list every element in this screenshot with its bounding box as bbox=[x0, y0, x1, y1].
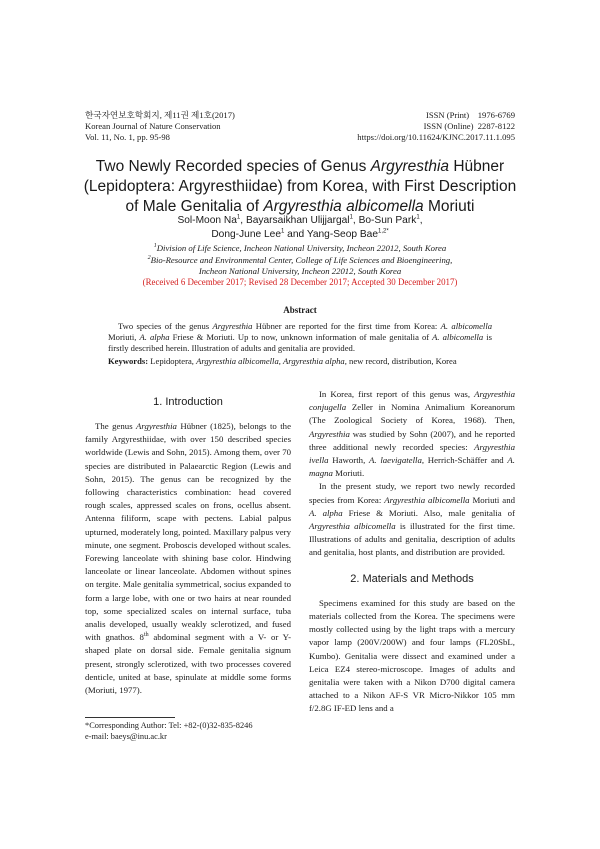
doi-link[interactable]: https://doi.org/10.11624/KJNC.2017.11.1.095 bbox=[357, 132, 515, 142]
affil-mark: 1 bbox=[153, 243, 157, 250]
author-affil-mark: 1 bbox=[349, 214, 353, 221]
title-line-2: (Lepidoptera: Argyresthiidae) from Korea, with First Description bbox=[83, 178, 517, 195]
methods-paragraph: Specimens examined for this study are based on the materials collected from the Korea. The specimens were mostly collected using by the light traps with a mercury vapor lamp (200V/200W) and four lamps (FL20SbL, Kumbo). Genitalia were dissect and examined under a Leica EZ4 stereo-microscope. Images of adults and genitalia were taken with a Nikon D700 digital camera attached to a Nikon AF-S VR Micro-Nikkor 105 mm f/2.8G IF-ED lens and a bbox=[309, 597, 515, 714]
affiliation-2-line-2: Incheon National University, Incheon 22012, South Korea bbox=[198, 266, 402, 276]
title-text: Moriuti bbox=[423, 198, 475, 215]
affiliations bbox=[60, 243, 540, 278]
title-genus: Argyresthia bbox=[370, 158, 450, 175]
corresponding-author-footnote bbox=[85, 720, 291, 742]
issn-print: ISSN (Print) 1976-6769 bbox=[425, 110, 515, 120]
intro-paragraph: The genus Argyresthia Hübner (1825), belongs to the family Argyresthiidae, with over 150 described species worldwide (Lewis and Sohn, 2015). Among them, over 70 species are distributed in Palaearctic Region (Lewis and Sohn, 2015). The genus can be recognized by the following characteristics combination: head covered rough scales, appressed scales on frons, ocellus absent. Antenna filiform, scape with pectens. Labial palpus upturned, moderately long, pointed. Maxillary palpus very minute, one segment. Proboscis developed without scales. Forewing lanceolate with shining base color. Hindwing lanceolate or linear lanceolate. Abdomen without spines on tergite. Male genitalia symmetrical, socius expanded to form a large lobe, with one or two hairs at near rounded top, some specialized scales on internal surface, tuba analis developed, usually weakly sclerotized, and fused with gnathos. 8th abdominal segment with a V- or Y-shaped plate on dorsal side. Female genitalia signum present, strongly sclerotized, with two processes covered denticle, united at base, spinulate at middle some forms (Moriuti, 1977). bbox=[85, 421, 291, 696]
keywords: Keywords: Lepidoptera, Argyresthia albicomella, Argyresthia alpha, new record, distribution, Korea bbox=[108, 356, 457, 366]
abstract-text: Two species of the genus Argyresthia Hübner are reported for the first time from Korea: A. albicomella Moriuti, A. alpha Friese & Moriuti. Up to now, unknown information of male genitalia of A. albicomella is firstly described herein. Illustration of adults and genitalia are provided. bbox=[108, 321, 493, 354]
affiliation-1: Division of Life Science, Incheon National University, Incheon 22012, South Korea bbox=[156, 243, 447, 253]
intro-paragraph-korea: In Korea, first report of this genus was, Argyresthia conjugella Zeller in Nomina Animalium Koreanorum (The Zoological Society of Korea, 1968). Then, Argyresthia was studied by Sohn (2007), and he reported three additional newly recorded species: Argyresthia ivella Haworth, A. laevigatella, Herrich-Schäffer and A. magna Moriuti. bbox=[309, 389, 515, 479]
received-dates: (Received 6 December 2017; Revised 28 December 2017; Accepted 30 December 2017) bbox=[142, 277, 458, 287]
title-text: of Male Genitalia of bbox=[125, 198, 264, 215]
title-species: Argyresthia albicomella bbox=[263, 198, 424, 215]
journal-header-left bbox=[85, 110, 235, 143]
article-title bbox=[60, 157, 540, 217]
author-name: Bayarsaikhan Ulijjargal bbox=[245, 215, 350, 226]
author-list: Sol-Moon Na$^1$, Bayarsaikhan Ulijjargal$^1$, Bo-Sun Park$^1$, Dong-June Lee$^1$ and Yang-Seop Bae$^{1,2*}$ bbox=[177, 214, 423, 240]
journal-name-english: Korean Journal of Nature Conservation bbox=[85, 121, 221, 131]
title-text: Hübner bbox=[449, 158, 505, 175]
intro-paragraph-present-study: In the present study, we report two newly recorded species from Korea: Argyresthia albicomella Moriuti and A. alpha Friese & Moriuti. Also, male genitalia of Argyresthia albicomella is illustrated for the first time. Illustrations of adults and genitalia, description of adults and genitalia, host plants, and distribution are provided. bbox=[309, 481, 516, 558]
journal-header-right bbox=[357, 110, 515, 143]
affiliation-2-line-1: Bio-Resource and Environmental Center, College of Life Sciences and Bioengineering, bbox=[150, 254, 453, 265]
abstract-heading: Abstract bbox=[283, 305, 317, 315]
corresponding-author-email[interactable]: e-mail: baeys@inu.ac.kr bbox=[85, 732, 167, 741]
affil-mark: 2 bbox=[147, 254, 151, 261]
author-affil-mark: 1 bbox=[280, 228, 285, 235]
volume-pages: Vol. 11, No. 1, pp. 95-98 bbox=[85, 132, 170, 142]
footnote-divider bbox=[85, 717, 175, 718]
author-name: Bo-Sun Park bbox=[358, 215, 417, 226]
right-column-body bbox=[309, 388, 515, 716]
author-affil-mark: 1 bbox=[236, 214, 241, 221]
author-affil-mark: 1,2* bbox=[378, 228, 389, 235]
corresponding-author-tel: *Corresponding Author: Tel: +82-(0)32-835-8246 bbox=[85, 721, 253, 730]
author-affil-mark: 1 bbox=[416, 214, 420, 221]
issn-online: ISSN (Online) 2287-8122 bbox=[423, 121, 515, 131]
author-name: Yang-Seop Bae bbox=[306, 228, 378, 240]
title-text: Two Newly Recorded species of Genus bbox=[95, 158, 371, 175]
author-name: Sol-Moon Na bbox=[177, 215, 237, 226]
introduction-heading: 1. Introduction bbox=[153, 396, 223, 408]
journal-name-korean: 한국자연보호학회지, 제11권 제1호(2017) bbox=[85, 110, 235, 120]
keywords-label: Keywords: bbox=[108, 356, 149, 366]
introduction-body bbox=[85, 420, 291, 697]
author-name: Dong-June Lee bbox=[211, 228, 281, 240]
methods-heading: 2. Materials and Methods bbox=[350, 572, 474, 585]
